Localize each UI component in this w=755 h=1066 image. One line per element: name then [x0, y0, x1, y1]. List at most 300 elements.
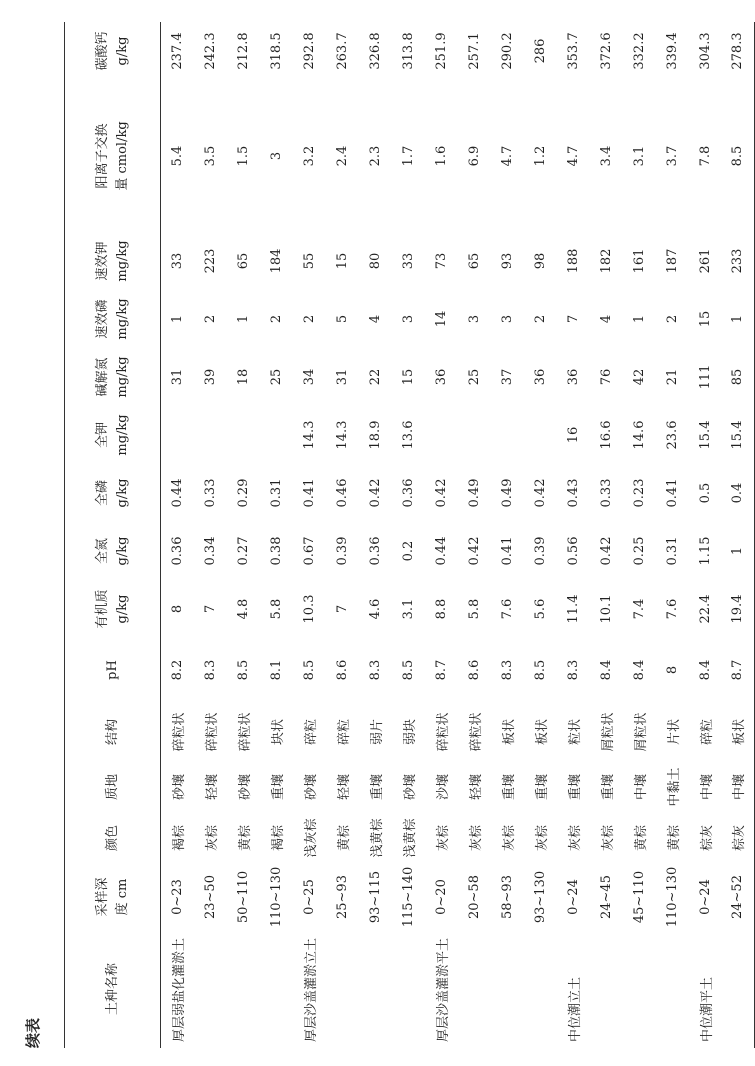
depth-cell: 20~58: [466, 875, 482, 919]
total-k-cell: [194, 406, 227, 464]
table-row: [260, 22, 293, 1048]
texture-cell: 砂壤: [171, 774, 187, 801]
total-n-cell: 0.42: [466, 536, 482, 566]
total-k-cell: 14.3: [301, 420, 317, 450]
caco3-cell: 212.8: [235, 32, 251, 70]
available-n-cell: 39: [202, 368, 218, 386]
depth-cell: 0~25: [301, 879, 317, 915]
color-cell: 灰棕: [501, 825, 517, 852]
soil-name-cell: [326, 930, 359, 1048]
ph-cell: 8: [664, 665, 680, 675]
available-n-cell: 36: [565, 368, 581, 386]
organic-matter-cell: 19.4: [730, 594, 746, 624]
ph-cell: 8.4: [697, 659, 713, 681]
table-body: [161, 22, 755, 1048]
organic-matter-cell: 8: [169, 604, 185, 614]
cec-cell: 3: [268, 151, 284, 161]
total-k-cell: [425, 406, 458, 464]
available-k-cell: 55: [301, 252, 317, 270]
available-n-cell: 34: [301, 368, 317, 386]
total-n-cell: 0.2: [400, 540, 416, 562]
available-k-cell: 98: [532, 252, 548, 270]
available-p-cell: 5: [334, 314, 350, 324]
header-texture: 质地: [104, 774, 120, 801]
cec-cell: 2.3: [367, 145, 383, 167]
caco3-cell: 326.8: [367, 32, 383, 70]
texture-cell: 中黏土: [666, 767, 682, 807]
available-n-cell: 15: [400, 368, 416, 386]
depth-cell: 110~130: [268, 866, 284, 928]
cec-cell: 7.8: [697, 145, 713, 167]
organic-matter-cell: 7: [202, 604, 218, 614]
ph-cell: 8.3: [565, 659, 581, 681]
color-cell: 浅黄棕: [369, 818, 385, 858]
organic-matter-cell: 7.6: [499, 598, 515, 620]
caco3-cell: 339.4: [664, 32, 680, 70]
soil-name-cell: 厚层弱盐化灌淤土: [171, 937, 187, 1042]
ph-cell: 8.5: [301, 659, 317, 681]
caco3-cell: 304.3: [697, 32, 713, 70]
table-row: [689, 22, 722, 1048]
header-caco3: 碳酸钙 g/kg: [95, 31, 130, 71]
soil-name-cell: [260, 930, 293, 1048]
organic-matter-cell: 7.6: [664, 598, 680, 620]
soil-name-cell: 厚层沙盖灌淤平土: [435, 937, 451, 1042]
available-n-cell: 22: [367, 368, 383, 386]
texture-cell: 重壤: [501, 774, 517, 801]
cec-cell: 3.4: [598, 145, 614, 167]
structure-cell: 片状: [666, 719, 682, 746]
ph-cell: 8.1: [268, 659, 284, 681]
header-available-k: 速效钾 mg/kg: [95, 240, 130, 282]
ph-cell: 8.3: [367, 659, 383, 681]
available-n-cell: 76: [598, 368, 614, 386]
ph-cell: 8.7: [730, 659, 746, 681]
total-k-cell: 23.6: [664, 420, 680, 450]
caco3-cell: 353.7: [565, 32, 581, 70]
total-p-cell: 0.4: [730, 482, 746, 504]
table-row: [326, 22, 359, 1048]
color-cell: 灰棕: [204, 825, 220, 852]
table-row: [161, 22, 194, 1048]
total-p-cell: 0.36: [400, 478, 416, 508]
organic-matter-cell: 4.6: [367, 598, 383, 620]
caco3-cell: 372.6: [598, 32, 614, 70]
cec-cell: 1.6: [433, 145, 449, 167]
texture-cell: 重壤: [567, 774, 583, 801]
soil-name-cell: 中位潮平土: [699, 976, 715, 1042]
total-k-cell: [161, 406, 194, 464]
soil-name-cell: [590, 930, 623, 1048]
available-p-cell: 2: [532, 314, 548, 324]
depth-cell: 50~110: [235, 870, 251, 924]
table-row: [491, 22, 524, 1048]
texture-cell: 轻壤: [204, 774, 220, 801]
total-p-cell: 0.31: [268, 478, 284, 508]
depth-cell: 23~50: [202, 875, 218, 919]
header-color: 颜色: [104, 825, 120, 852]
total-n-cell: 0.38: [268, 536, 284, 566]
soil-name-cell: 中位潮立土: [567, 976, 583, 1042]
caco3-cell: 237.4: [169, 32, 185, 70]
color-cell: 黄棕: [237, 825, 253, 852]
depth-cell: 25~93: [334, 875, 350, 919]
structure-cell: 碎粒: [699, 719, 715, 746]
color-cell: 灰棕: [468, 825, 484, 852]
total-n-cell: 0.25: [631, 536, 647, 566]
structure-cell: 碎粒状: [171, 712, 187, 752]
organic-matter-cell: 5.8: [466, 598, 482, 620]
total-n-cell: 0.36: [367, 536, 383, 566]
total-p-cell: 0.44: [169, 478, 185, 508]
texture-cell: 重壤: [534, 774, 550, 801]
structure-cell: 碎粒状: [468, 712, 484, 752]
header-structure: 结构: [104, 719, 120, 746]
available-n-cell: 18: [235, 368, 251, 386]
caco3-cell: 257.1: [466, 32, 482, 70]
caco3-cell: 290.2: [499, 32, 515, 70]
color-cell: 灰棕: [567, 825, 583, 852]
soil-name-cell: [359, 930, 392, 1048]
available-k-cell: 15: [334, 252, 350, 270]
depth-cell: 93~130: [532, 870, 548, 924]
available-k-cell: 65: [235, 252, 251, 270]
ph-cell: 8.4: [631, 659, 647, 681]
color-cell: 褐棕: [270, 825, 286, 852]
available-k-cell: 73: [433, 252, 449, 270]
available-p-cell: 2: [268, 314, 284, 324]
texture-cell: 重壤: [270, 774, 286, 801]
depth-cell: 0~20: [433, 879, 449, 915]
structure-cell: 屑粒状: [633, 712, 649, 752]
texture-cell: 砂壤: [303, 774, 319, 801]
caco3-cell: 242.3: [202, 32, 218, 70]
caco3-cell: 263.7: [334, 32, 350, 70]
organic-matter-cell: 22.4: [697, 594, 713, 624]
total-p-cell: 0.29: [235, 478, 251, 508]
depth-cell: 0~23: [169, 879, 185, 915]
total-n-cell: 0.39: [532, 536, 548, 566]
texture-cell: 中壤: [732, 774, 748, 801]
header-total-n: 全氮 g/kg: [95, 536, 130, 566]
total-k-cell: 16.6: [598, 420, 614, 450]
available-p-cell: 3: [466, 314, 482, 324]
ph-cell: 8.6: [466, 659, 482, 681]
organic-matter-cell: 3.1: [400, 598, 416, 620]
total-n-cell: 0.41: [499, 536, 515, 566]
total-n-cell: 0.39: [334, 536, 350, 566]
cec-cell: 3.2: [301, 145, 317, 167]
available-p-cell: 14: [433, 310, 449, 328]
total-p-cell: 0.49: [466, 478, 482, 508]
total-k-cell: 18.9: [367, 420, 383, 450]
structure-cell: 屑粒状: [600, 712, 616, 752]
color-cell: 黄棕: [666, 825, 682, 852]
header-soil: 土种名称: [104, 963, 120, 1016]
total-p-cell: 0.46: [334, 478, 350, 508]
available-n-cell: 25: [466, 368, 482, 386]
available-k-cell: 188: [565, 248, 581, 274]
cec-cell: 2.4: [334, 145, 350, 167]
structure-cell: 弱片: [369, 719, 385, 746]
total-p-cell: 0.42: [367, 478, 383, 508]
total-k-cell: [227, 406, 260, 464]
soil-properties-table: [64, 22, 755, 1048]
header-depth: 采样深 度 cm: [95, 877, 130, 917]
soil-name-cell: [524, 930, 557, 1048]
color-cell: 灰棕: [435, 825, 451, 852]
available-n-cell: 31: [334, 368, 350, 386]
total-n-cell: 0.27: [235, 536, 251, 566]
organic-matter-cell: 7: [334, 604, 350, 614]
available-n-cell: 36: [433, 368, 449, 386]
available-p-cell: 1: [169, 314, 185, 324]
caco3-cell: 251.9: [433, 32, 449, 70]
available-p-cell: 1: [730, 314, 746, 324]
available-k-cell: 223: [202, 248, 218, 274]
color-cell: 棕灰: [699, 825, 715, 852]
ph-cell: 8.2: [169, 659, 185, 681]
depth-cell: 0~24: [565, 879, 581, 915]
structure-cell: 碎粒: [336, 719, 352, 746]
available-k-cell: 184: [268, 248, 284, 274]
ph-cell: 8.3: [202, 659, 218, 681]
total-p-cell: 0.42: [532, 478, 548, 508]
available-p-cell: 3: [400, 314, 416, 324]
available-k-cell: 33: [169, 252, 185, 270]
cec-cell: 1.2: [532, 145, 548, 167]
depth-cell: 24~52: [730, 875, 746, 919]
organic-matter-cell: 5.6: [532, 598, 548, 620]
texture-cell: 轻壤: [336, 774, 352, 801]
available-p-cell: 1: [631, 314, 647, 324]
caco3-cell: 332.2: [631, 32, 647, 70]
table-row: [293, 22, 326, 1048]
soil-name-cell: [458, 930, 491, 1048]
soil-name-cell: [392, 930, 425, 1048]
caco3-cell: 318.5: [268, 32, 284, 70]
depth-cell: 0~24: [697, 879, 713, 915]
available-k-cell: 161: [631, 248, 647, 274]
table-row: [227, 22, 260, 1048]
soil-name-cell: [491, 930, 524, 1048]
structure-cell: 板状: [534, 719, 550, 746]
total-p-cell: 0.33: [202, 478, 218, 508]
available-k-cell: 261: [697, 248, 713, 274]
texture-cell: 中壤: [699, 774, 715, 801]
color-cell: 浅黄棕: [402, 818, 418, 858]
depth-cell: 115~140: [400, 866, 416, 928]
organic-matter-cell: 10.3: [301, 594, 317, 624]
table-row: [425, 22, 458, 1048]
header-available-p: 速效磷 mg/kg: [95, 298, 130, 340]
available-k-cell: 33: [400, 252, 416, 270]
organic-matter-cell: 10.1: [598, 594, 614, 624]
total-p-cell: 0.5: [697, 482, 713, 504]
structure-cell: 块状: [270, 719, 286, 746]
ph-cell: 8.5: [235, 659, 251, 681]
soil-name-cell: [656, 930, 689, 1048]
structure-cell: 碎粒状: [204, 712, 220, 752]
caco3-cell: 286: [532, 38, 548, 64]
available-k-cell: 187: [664, 248, 680, 274]
color-cell: 棕灰: [732, 825, 748, 852]
structure-cell: 弱块: [402, 719, 418, 746]
cec-cell: 1.5: [235, 145, 251, 167]
cec-cell: 4.7: [499, 145, 515, 167]
texture-cell: 中壤: [633, 774, 649, 801]
available-k-cell: 233: [730, 248, 746, 274]
organic-matter-cell: 7.4: [631, 598, 647, 620]
available-p-cell: 15: [697, 310, 713, 328]
cec-cell: 3.1: [631, 145, 647, 167]
total-p-cell: 0.33: [598, 478, 614, 508]
soil-name-cell: [227, 930, 260, 1048]
caco3-cell: 313.8: [400, 32, 416, 70]
header-available-n: 碱解氮 mg/kg: [95, 356, 130, 398]
total-k-cell: 14.6: [631, 420, 647, 450]
available-p-cell: 2: [301, 314, 317, 324]
color-cell: 黄棕: [336, 825, 352, 852]
cec-cell: 3.7: [664, 145, 680, 167]
available-n-cell: 21: [664, 368, 680, 386]
texture-cell: 重壤: [369, 774, 385, 801]
available-k-cell: 93: [499, 252, 515, 270]
organic-matter-cell: 4.8: [235, 598, 251, 620]
available-n-cell: 36: [532, 368, 548, 386]
available-p-cell: 2: [664, 314, 680, 324]
ph-cell: 8.5: [532, 659, 548, 681]
table-row: [557, 22, 590, 1048]
total-n-cell: 0.42: [598, 536, 614, 566]
header-organic-matter: 有机质 g/kg: [95, 589, 130, 629]
table-row: [458, 22, 491, 1048]
texture-cell: 砂壤: [237, 774, 253, 801]
soil-name-cell: [722, 930, 755, 1048]
structure-cell: 碎粒状: [237, 712, 253, 752]
color-cell: 灰棕: [534, 825, 550, 852]
header-row: [65, 22, 161, 1048]
soil-name-cell: [623, 930, 656, 1048]
total-p-cell: 0.42: [433, 478, 449, 508]
organic-matter-cell: 11.4: [565, 594, 581, 624]
total-p-cell: 0.49: [499, 478, 515, 508]
color-cell: 黄棕: [633, 825, 649, 852]
structure-cell: 板状: [732, 719, 748, 746]
cec-cell: 3.5: [202, 145, 218, 167]
texture-cell: 砂壤: [402, 774, 418, 801]
available-p-cell: 7: [565, 314, 581, 324]
table-row: [359, 22, 392, 1048]
caco3-cell: 292.8: [301, 32, 317, 70]
total-p-cell: 0.23: [631, 478, 647, 508]
table-row: [656, 22, 689, 1048]
available-p-cell: 4: [598, 314, 614, 324]
cec-cell: 5.4: [169, 145, 185, 167]
table-row: [194, 22, 227, 1048]
cec-cell: 6.9: [466, 145, 482, 167]
organic-matter-cell: 8.8: [433, 598, 449, 620]
available-n-cell: 42: [631, 368, 647, 386]
total-k-cell: [458, 406, 491, 464]
header-ph: pH: [104, 660, 120, 680]
header-cec: 阳离子交换 量 cmol/kg: [95, 121, 130, 191]
structure-cell: 碎粒状: [435, 712, 451, 752]
depth-cell: 24~45: [598, 875, 614, 919]
total-p-cell: 0.41: [301, 478, 317, 508]
available-n-cell: 31: [169, 368, 185, 386]
texture-cell: 沙壤: [435, 774, 451, 801]
structure-cell: 碎粒: [303, 719, 319, 746]
structure-cell: 粒状: [567, 719, 583, 746]
total-k-cell: 16: [565, 426, 581, 444]
depth-cell: 93~115: [367, 870, 383, 924]
total-k-cell: 13.6: [400, 420, 416, 450]
depth-cell: 45~110: [631, 870, 647, 924]
ph-cell: 8.5: [400, 659, 416, 681]
color-cell: 灰棕: [600, 825, 616, 852]
ph-cell: 8.7: [433, 659, 449, 681]
total-k-cell: 15.4: [697, 420, 713, 450]
table-row: [722, 22, 755, 1048]
depth-cell: 110~130: [664, 866, 680, 928]
total-k-cell: 14.3: [334, 420, 350, 450]
color-cell: 褐棕: [171, 825, 187, 852]
available-k-cell: 65: [466, 252, 482, 270]
cec-cell: 8.5: [730, 145, 746, 167]
caco3-cell: 278.3: [730, 32, 746, 70]
total-k-cell: [524, 406, 557, 464]
table-row: [524, 22, 557, 1048]
available-p-cell: 3: [499, 314, 515, 324]
table-caption: 续表: [24, 1017, 42, 1048]
ph-cell: 8.6: [334, 659, 350, 681]
total-n-cell: 1: [730, 546, 746, 556]
table-row: [623, 22, 656, 1048]
total-n-cell: 0.31: [664, 536, 680, 566]
header-total-k: 全钾 mg/kg: [95, 414, 130, 456]
total-n-cell: 0.67: [301, 536, 317, 566]
ph-cell: 8.3: [499, 659, 515, 681]
available-p-cell: 1: [235, 314, 251, 324]
cec-cell: 4.7: [565, 145, 581, 167]
ph-cell: 8.4: [598, 659, 614, 681]
total-n-cell: 1.15: [697, 536, 713, 566]
total-k-cell: [491, 406, 524, 464]
soil-name-cell: [194, 930, 227, 1048]
total-n-cell: 0.34: [202, 536, 218, 566]
soil-name-cell: 厚层沙盖灌淤立土: [303, 937, 319, 1042]
organic-matter-cell: 5.8: [268, 598, 284, 620]
depth-cell: 58~93: [499, 875, 515, 919]
table-row: [590, 22, 623, 1048]
available-n-cell: 111: [697, 364, 713, 390]
texture-cell: 轻壤: [468, 774, 484, 801]
table-row: [392, 22, 425, 1048]
available-p-cell: 2: [202, 314, 218, 324]
total-n-cell: 0.44: [433, 536, 449, 566]
available-k-cell: 80: [367, 252, 383, 270]
total-n-cell: 0.56: [565, 536, 581, 566]
available-n-cell: 37: [499, 368, 515, 386]
total-p-cell: 0.43: [565, 478, 581, 508]
available-n-cell: 85: [730, 368, 746, 386]
color-cell: 浅灰棕: [303, 818, 319, 858]
available-k-cell: 182: [598, 248, 614, 274]
structure-cell: 板状: [501, 719, 517, 746]
total-k-cell: [260, 406, 293, 464]
total-n-cell: 0.36: [169, 536, 185, 566]
